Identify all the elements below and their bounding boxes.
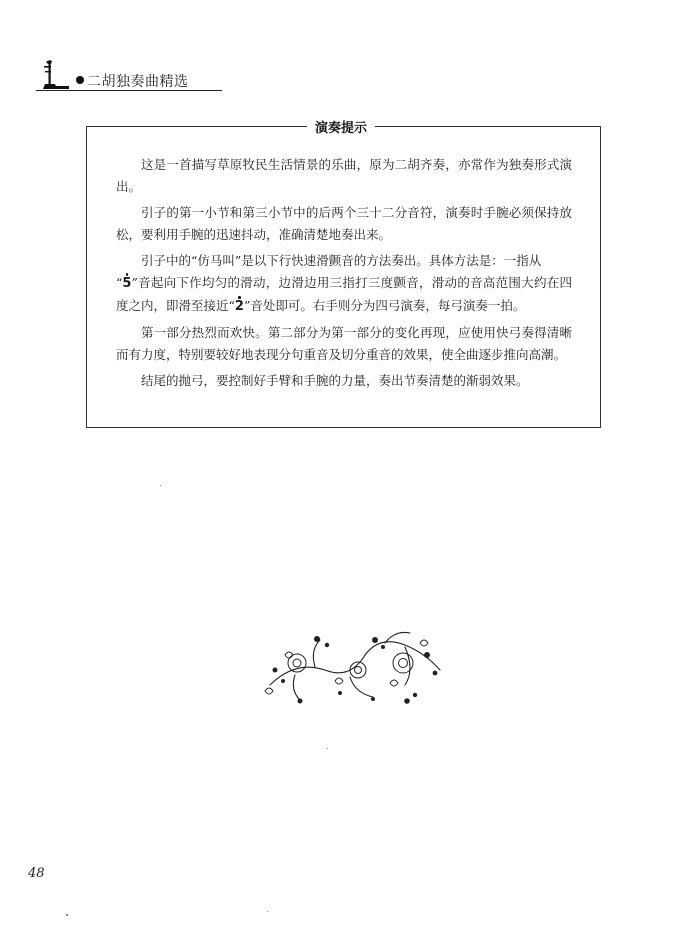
tips-title: 演奏提示 [307, 117, 375, 136]
tips-paragraph-with-notes: 引子中的“仿马叫”是以下行快速滑颤音的方法奏出。具体方法是：一指从 “ 5”音起向下作均匀的滑动，边滑边用三指打三度颤音，滑动的音高范围大约在四度之内，即滑至接近“ 2”音处即可。右手则分为四弓演奏，每弓演奏一拍。 [116, 253, 572, 314]
note-five-high: 5 [122, 276, 131, 291]
tips-paragraph: 结尾的抛弓，要控制好手臂和手腕的力量，奏出节奏清楚的渐弱效果。 [141, 373, 529, 388]
tips-paragraph: 这是一首描写草原牧民生活情景的乐曲，原为二胡齐奏，亦常作为独奏形式演出。 [116, 157, 572, 194]
text-segment: 音处即可。右手则分为四弓演奏，每弓演奏一拍。 [250, 298, 526, 313]
scan-speck [66, 914, 68, 916]
text-segment: 音起向下作均匀的滑动，边滑边用三指打三度颤音，滑动的音高范围大约在四度之内，即滑至接近 [116, 275, 572, 313]
header-rule [36, 90, 222, 91]
note-two-high: 2 [235, 299, 244, 314]
floral-ornament-icon [255, 625, 445, 710]
running-header [36, 58, 222, 94]
scan-speck [327, 748, 328, 749]
header-bullet [76, 76, 84, 84]
page-number: 48 [28, 866, 45, 881]
erhu-icon [40, 58, 70, 92]
scan-speck [160, 485, 161, 486]
tips-body [116, 154, 572, 392]
tips-paragraph: 引子的第一小节和第三小节中的后两个三十二分音符，演奏时手腕必须保持放松，要利用手腕的迅速抖动，准确清楚地奏出来。 [116, 205, 572, 242]
high-octave-dot [238, 296, 241, 299]
scan-speck [267, 911, 268, 912]
header-title: 二胡独奏曲精选 [87, 74, 189, 90]
tips-paragraph: 第一部分热烈而欢快。第二部分为第一部分的变化再现，应使用快弓奏得清晰而有力度，特别要较好地表现分句重音及切分重音的效果，使全曲逐步推向高潮。 [116, 325, 572, 362]
performance-tips-box [86, 121, 601, 428]
text-segment: 引子中的“仿马叫”是以下行快速滑颤音的方法奏出。具体方法是：一指从 [141, 253, 542, 268]
